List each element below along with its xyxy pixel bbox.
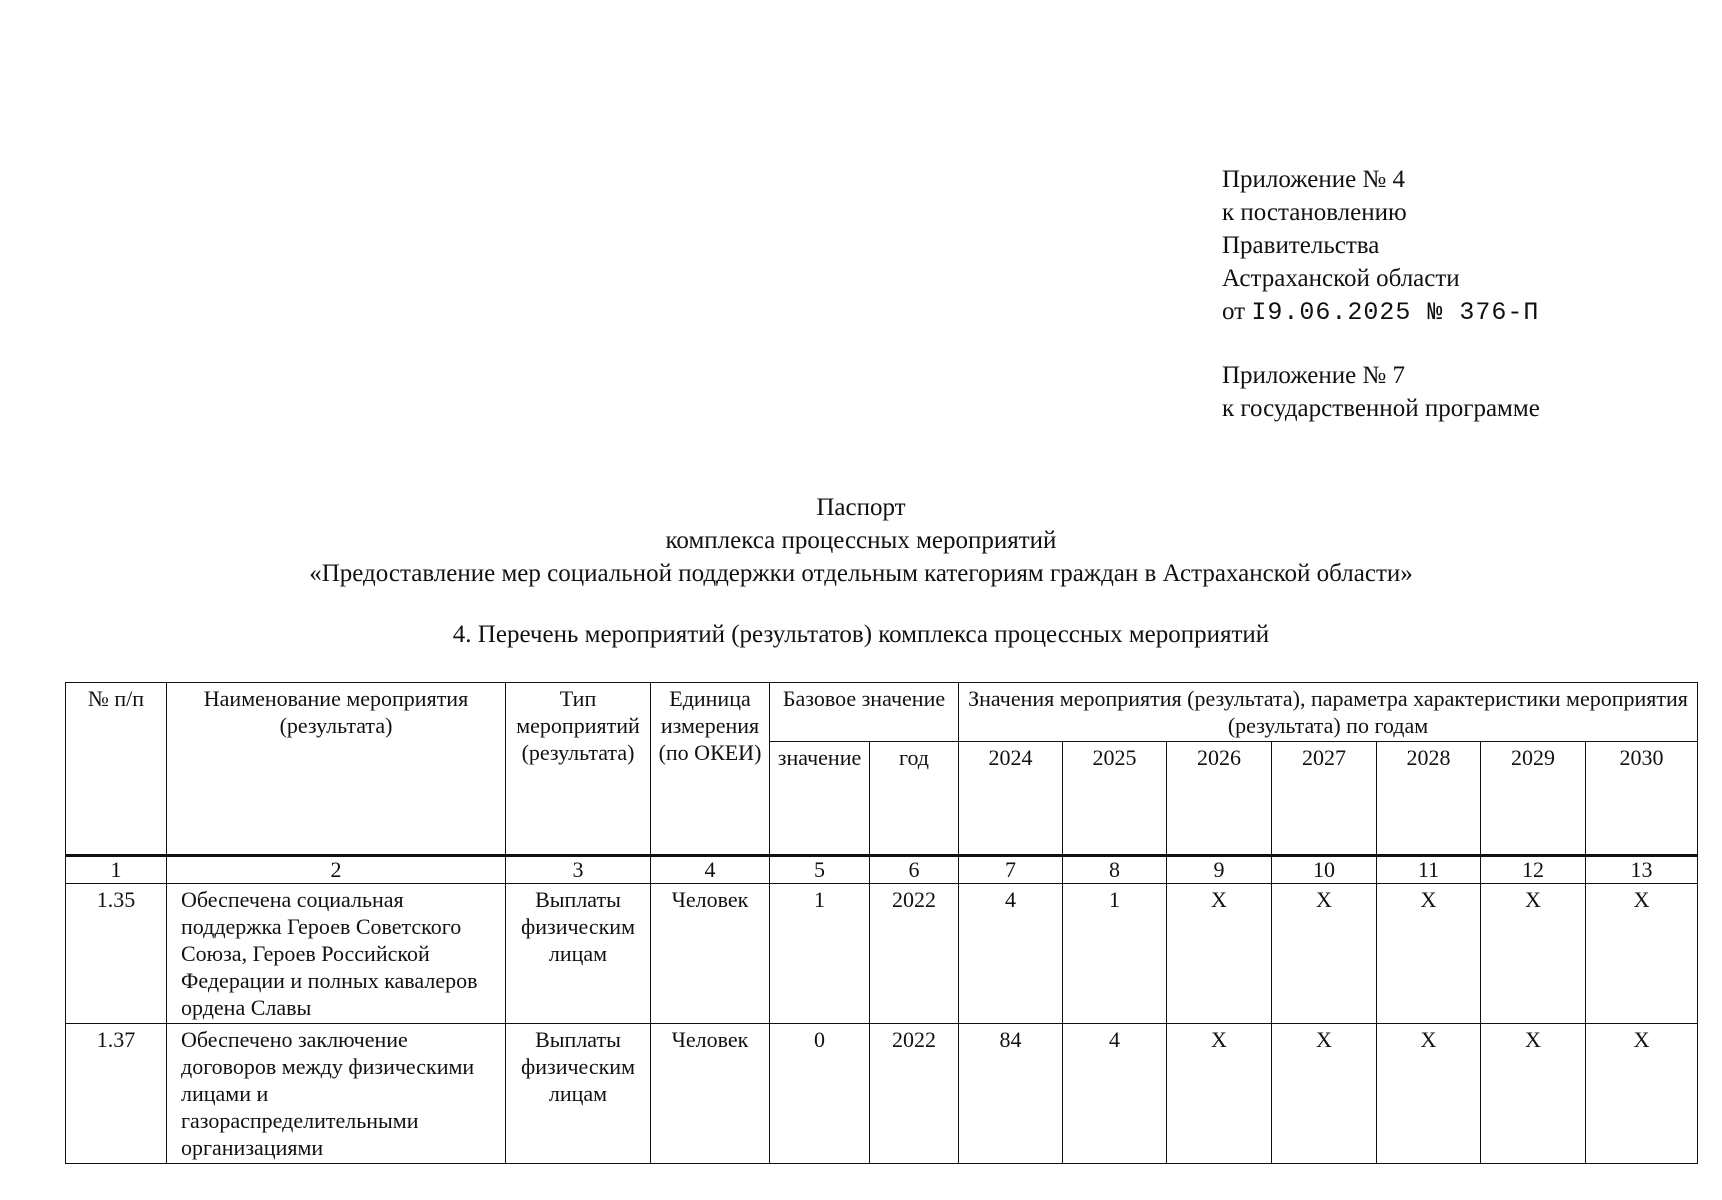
header-type: Тип мероприятий (результата)	[506, 683, 651, 856]
column-number: 3	[506, 856, 651, 884]
column-number: 12	[1481, 856, 1586, 884]
header-year: 2027	[1272, 742, 1377, 856]
header-year: 2029	[1481, 742, 1586, 856]
document-heading	[0, 491, 1722, 590]
row-number: 1.37	[66, 1024, 167, 1164]
program-appendix-line: Приложение № 7	[1222, 362, 1406, 389]
table-row	[66, 884, 1698, 1024]
header-row	[66, 683, 1698, 742]
approval-date-line	[1222, 295, 1540, 329]
section-title: 4. Перечень мероприятий (результатов) комплекса процессных мероприятий	[452, 621, 1270, 648]
row-year-value: 1	[1063, 884, 1167, 1024]
column-number: 2	[167, 856, 506, 884]
column-number: 6	[870, 856, 959, 884]
column-number: 5	[770, 856, 870, 884]
column-number: 9	[1167, 856, 1272, 884]
header-values: Значения мероприятия (результата), параметра характеристики мероприятия (результата) по годам	[959, 683, 1698, 742]
header-num: № п/п	[66, 683, 167, 856]
approval-line: Приложение № 4	[1222, 166, 1406, 193]
row-year-value: X	[1481, 1024, 1586, 1164]
row-base-value: 1	[770, 884, 870, 1024]
program-appendix-line: к государственной программе	[1222, 395, 1540, 422]
header-year: 2025	[1063, 742, 1167, 856]
approval-line: Астраханской области	[1222, 265, 1460, 292]
row-base-value: 0	[770, 1024, 870, 1164]
header-year: 2024	[959, 742, 1063, 856]
header-base-value: значение	[770, 742, 870, 856]
heading-line: комплекса процессных мероприятий	[665, 527, 1057, 554]
header-unit: Единица измерения (по ОКЕИ)	[651, 683, 770, 856]
column-number: 1	[66, 856, 167, 884]
row-number: 1.35	[66, 884, 167, 1024]
row-type: Выплаты физическим лицам	[506, 1024, 651, 1164]
row-year-value: X	[1586, 884, 1698, 1024]
heading-line: «Предоставление мер социальной поддержки отдельным категориям граждан в Астраханской области»	[309, 560, 1413, 587]
column-number: 8	[1063, 856, 1167, 884]
header-name: Наименование мероприятия (результата)	[167, 683, 506, 856]
approval-line: Правительства	[1222, 232, 1380, 259]
row-type: Выплаты физическим лицам	[506, 884, 651, 1024]
heading-line: Паспорт	[816, 494, 906, 521]
column-number: 4	[651, 856, 770, 884]
date-number: I9.06.2025 № 376-П	[1251, 298, 1540, 327]
column-number: 10	[1272, 856, 1377, 884]
date-prefix: от	[1222, 298, 1246, 325]
header-year: 2028	[1377, 742, 1481, 856]
row-year-value: 4	[959, 884, 1063, 1024]
header-year: 2030	[1586, 742, 1698, 856]
row-year-value: X	[1272, 1024, 1377, 1164]
header-base-year: год	[870, 742, 959, 856]
row-name: Обеспечена социальная поддержка Героев Советского Союза, Героев Российской Федерации и полных кавалеров ордена Славы	[167, 884, 506, 1024]
row-name: Обеспечено заключение договоров между физическими лицами и газораспределительными организациями	[167, 1024, 506, 1164]
row-base-year: 2022	[870, 1024, 959, 1164]
row-year-value: X	[1272, 884, 1377, 1024]
events-table	[65, 682, 1698, 1164]
row-year-value: X	[1377, 1024, 1481, 1164]
column-number: 7	[959, 856, 1063, 884]
row-year-value: X	[1377, 884, 1481, 1024]
header-base: Базовое значение	[770, 683, 959, 742]
table-row	[66, 1024, 1698, 1164]
approval-block	[1222, 163, 1540, 425]
column-number: 11	[1377, 856, 1481, 884]
row-year-value: 84	[959, 1024, 1063, 1164]
column-number: 13	[1586, 856, 1698, 884]
column-number-row	[66, 856, 1698, 884]
row-year-value: X	[1167, 884, 1272, 1024]
approval-line: к постановлению	[1222, 199, 1407, 226]
row-year-value: X	[1167, 1024, 1272, 1164]
row-unit: Человек	[651, 884, 770, 1024]
row-base-year: 2022	[870, 884, 959, 1024]
row-year-value: X	[1586, 1024, 1698, 1164]
header-year: 2026	[1167, 742, 1272, 856]
row-unit: Человек	[651, 1024, 770, 1164]
row-year-value: X	[1481, 884, 1586, 1024]
row-year-value: 4	[1063, 1024, 1167, 1164]
